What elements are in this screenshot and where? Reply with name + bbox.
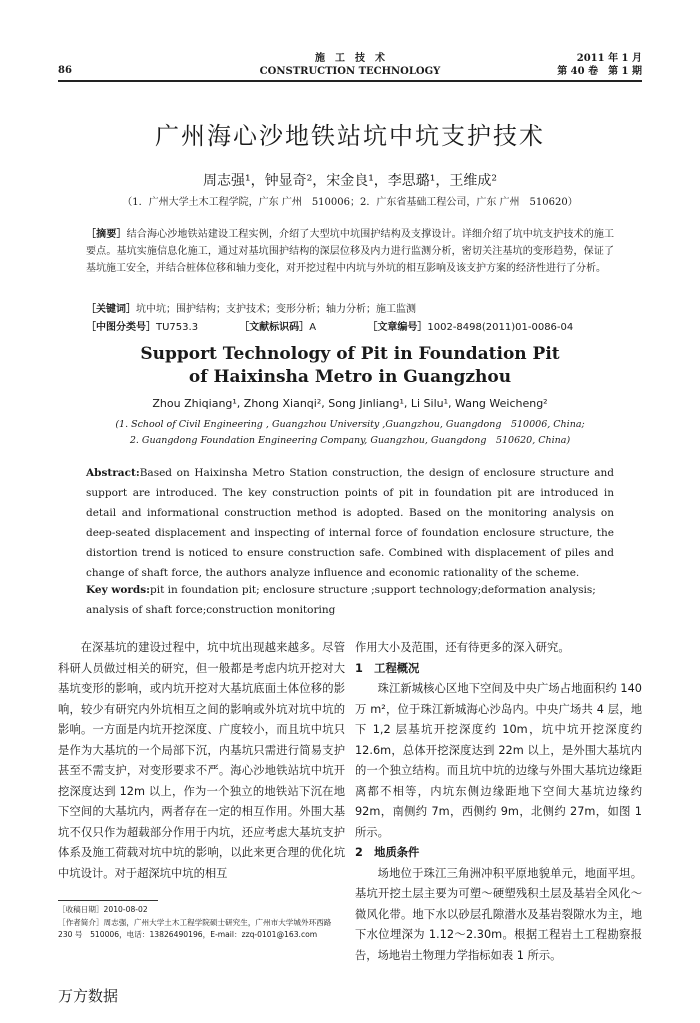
article-title-cn: 广州海心沙地铁站坑中坑支护技术 xyxy=(155,122,545,150)
article-no-label: ［文章编号］ xyxy=(367,322,428,333)
doc-code-value: A xyxy=(309,322,317,333)
abstract-cn xyxy=(86,226,614,277)
doc-code-label: ［文献标识码］ xyxy=(239,322,310,333)
title-en-line-2: of Haixinsha Metro in Guangzhou xyxy=(188,367,512,387)
keywords-en xyxy=(86,580,614,620)
classification-line xyxy=(86,318,614,333)
body-column-left xyxy=(58,638,345,884)
body-column-right xyxy=(355,638,642,966)
issue-date: 2011 年 1 月 xyxy=(576,53,642,64)
title-en-line-1: Support Technology of Pit in Foundation Pit xyxy=(140,344,560,364)
article-no-value: 1002-8498(2011)01-0086-04 xyxy=(427,322,574,333)
section-1-heading: 1 工程概况 xyxy=(355,661,420,675)
page-number: 86 xyxy=(58,65,72,76)
affiliation-cn: （1．广州大学土木工程学院，广东 广州 510006；2．广东省基础工程公司，广东 广州 510620） xyxy=(122,197,578,208)
footnote xyxy=(58,904,348,942)
keywords-cn-label: ［关键词］ xyxy=(86,304,136,315)
authors-en: Zhou Zhiqiang¹, Zhong Xianqi², Song Jinliang¹, Li Silu¹, Wang Weicheng² xyxy=(152,397,548,410)
abstract-cn-text: 结合海心沙地铁站建设工程实例，介绍了大型坑中坑围护结构及支撑设计。详细介绍了坑中坑支护技术的施工要点。基坑实施信息化施工，通过对基坑围护结构的深层位移及内力进行监测分析，密切关注基坑的变形趋势，保证了基坑施工安全，并结合桩体位移和轴力变化，对开挖过程中内坑与外坑的相互影响及该支护方案的经济性进行了分析。 xyxy=(86,229,615,274)
section-2-heading: 2 地质条件 xyxy=(355,846,420,859)
section-1-text: 珠江新城核心区地下空间及中央广场占地面积约 140 万 m²，位于珠江新城海心沙岛内。中央广场共 4 层，地下 1,2 层基坑开挖深度约 10m，坑中坑开挖深度约 12.6m，总体开挖深度达到 22m 以上，是外围大基坑内的一个独立结构。而且坑中坑的边缘与外围大基坑边缘距离都不相等，内坑东侧边缘距地下空间大基坑边缘约 92m，南侧约 7m，西侧约 9m，北侧约 27m，如图 1 所示。 xyxy=(355,682,642,839)
keywords-cn xyxy=(86,300,614,315)
journal-name-cn: 施 工 技 术 xyxy=(315,53,385,64)
received-date: ［收稿日期］2010-08-02 xyxy=(58,905,148,914)
issue-volume: 第 40 卷 第 1 期 xyxy=(557,66,642,77)
author-bio: ［作者简介］周志强，广州大学土木工程学院硕士研究生，广州市大学城外环西路 230 号 510006，电话：13826490196，E-mail：zzq-0101@163.com xyxy=(58,917,332,939)
journal-name-en: CONSTRUCTION TECHNOLOGY xyxy=(259,66,441,77)
clc-value: TU753.3 xyxy=(156,322,199,333)
affiliation-en-line-1: (1. School of Civil Engineering , Guangzhou University ,Guangzhou, Guangdong 510006, China; xyxy=(115,419,585,430)
page-header xyxy=(58,52,642,82)
affiliation-en-line-2: 2. Guangdong Foundation Engineering Company, Guangzhou, Guangdong 510620, China) xyxy=(129,435,571,446)
header-rule xyxy=(58,80,642,82)
intro-paragraph: 在深基坑的建设过程中，坑中坑出现越来越多。尽管科研人员做过相关的研究，但一般都是考虑内坑开挖对大基坑变形的影响，或内坑开挖对大基坑底面土体位移的影响，较少有研究内外坑相互之间的影响或外坑对坑中坑的影响。一方面是内坑开挖深度、广度较小，而且坑中坑只是作为大基坑的一个局部下沉，内基坑只需进行简易支护甚至不需支护，对变形要求不严。海心沙地铁站坑中坑开挖深度达到 12m 以上，作为一个独立的地铁站下沉在地下空间的大基坑内，两者存在一定的相互作用。外围大基坑不仅只作为超载部分作用于内坑，还应考虑大基坑支护体系及施工荷载对坑中坑的影响，以此来更合理的优化坑中坑设计。对于超深坑中坑的相互 xyxy=(58,641,345,880)
section-2-text: 场地位于珠江三角洲冲积平原地貌单元，地面平坦。基坑开挖土层主要为可塑～硬塑残积土层及基岩全风化～微风化带。地下水以砂层孔隙潜水及基岩裂隙水为主，地下水位埋深为 1.12～2.30m。根据工程岩土工程勘察报告，场地岩土物理力学指标如表 1 所示。 xyxy=(355,866,642,962)
affiliation-en xyxy=(0,417,700,449)
abstract-en-text: Based on Haixinsha Metro Station construction, the design of enclosure structure and support are introduced. The key construction points of pit in foundation pit are introduced in detail and informational construction method is adopted. Based on the monitoring analysis on deep-seated displacement and inspecting of internal force of foundation enclosure structure, the distortion trend is noticed to ensure construction safe. Combined with displacement of piles and change of shaft force, the authors analyze influence and economic rationality of the scheme. xyxy=(86,467,614,579)
authors-cn: 周志强¹，钟显奇²，宋金良¹，李思璐¹，王维成² xyxy=(202,173,498,189)
intro-continuation: 作用大小及范围，还有待更多的深入研究。 xyxy=(355,641,570,654)
journal-name xyxy=(58,52,642,78)
abstract-en xyxy=(86,463,614,583)
clc-label: ［中图分类号］ xyxy=(86,322,156,333)
article-title-en xyxy=(0,343,700,389)
abstract-cn-label: ［摘要］ xyxy=(86,229,127,240)
keywords-cn-text: 坑中坑；围护结构；支护技术；变形分析；轴力分析；施工监测 xyxy=(136,304,416,315)
keywords-en-text: pit in foundation pit; enclosure structure ;support technology;deformation analysis; analysis of shaft force;construction monitoring xyxy=(86,584,596,616)
abstract-en-label: Abstract: xyxy=(86,467,140,479)
footnote-rule xyxy=(58,900,158,901)
watermark: 万方数据 xyxy=(58,987,119,1005)
keywords-en-label: Key words: xyxy=(86,584,151,596)
issue-info xyxy=(557,52,642,78)
